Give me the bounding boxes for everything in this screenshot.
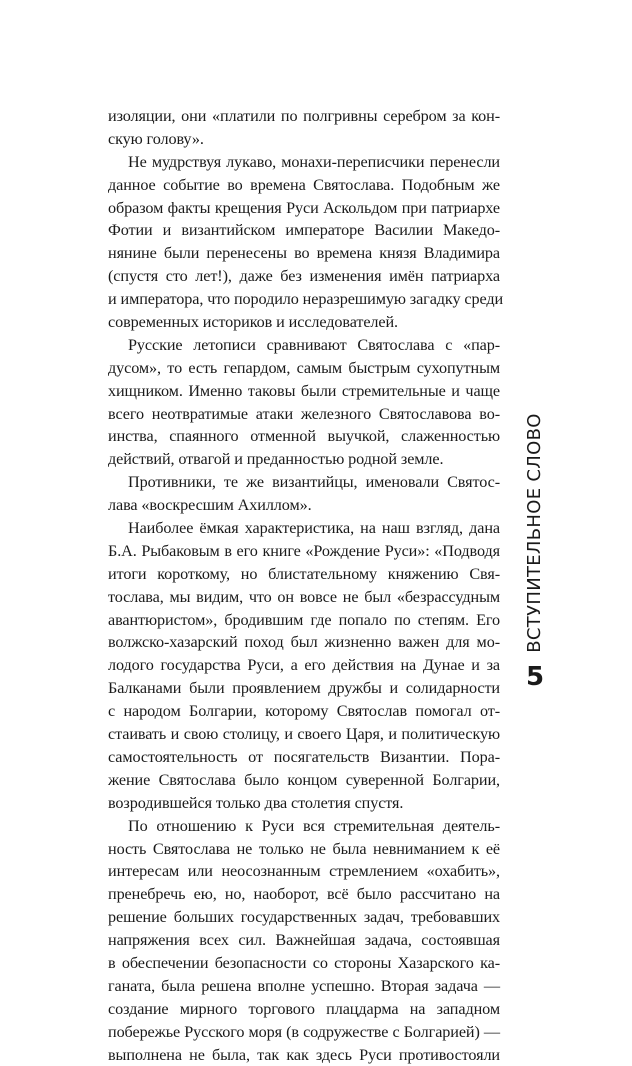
text-line: скую голову». (108, 129, 204, 148)
text-line: создание мирного торгового плацдарма на западном (108, 999, 500, 1018)
text-line: интересам или неосознанным стремлением «охабить», (108, 862, 500, 881)
text-line: напряжения всех сил. Важнейшая задача, состоявшая (108, 931, 500, 950)
text-line: Б.А. Рыбаковым в его книге «Рождение Руси»: «Подводя (108, 541, 500, 560)
text-line: Балканами были проявлением дружбы и солидарности (108, 679, 500, 698)
text-line: Наиболее ёмкая характеристика, на наш взгляд, дана (128, 519, 500, 538)
text-line: возродившейся только два столетия спустя. (108, 793, 404, 812)
text-line: ганата, была решена вполне успешно. Вторая задача — (108, 976, 500, 995)
text-line: современных историков и исследователей. (108, 313, 399, 332)
text-line: образом факты крещения Руси Аскольдом при патриархе (108, 198, 500, 217)
text-line: в обеспечении безопасности со стороны Хазарского ка- (108, 953, 500, 972)
text-line: побережье Русского моря (в содружестве с Болгарией) — (108, 1022, 500, 1041)
text-line: Фотии и византийском императоре Василии Македо- (108, 221, 500, 240)
text-line: Русские летописи сравнивают Святослава с «пар- (128, 335, 500, 354)
text-line: авантюристом», бродившим где попало по степям. Его (108, 610, 500, 629)
page-body (108, 105, 504, 1066)
text-line: лава «воскресшим Ахиллом». (108, 496, 312, 515)
running-head-text: ВСТУПИТЕЛЬНОЕ СЛОВО (524, 413, 545, 653)
text-line: По отношению к Руси вся стремительная деятель- (128, 816, 500, 835)
text-line: итоги короткому, но блистательному княжению Свя- (108, 564, 500, 583)
text-line: (спустя сто лет!), даже без изменения имён патриарха (108, 267, 500, 286)
text-line: ность Святослава не только не была невниманием к её (108, 839, 500, 858)
text-line: самостоятельность от посягательств Византии. Пора- (108, 747, 500, 766)
text-line: изоляции, они «платили по полгривны серебром за кон- (108, 107, 500, 125)
text-line: стаивать и свою столицу, и своего Царя, и политическую (108, 725, 500, 744)
text-line: и императора, что породило неразрешимую загадку среди (108, 290, 504, 309)
text-line: Противники, те же византийцы, именовали Святос- (128, 473, 500, 492)
text-line: данное событие во времена Святослава. Подобным же (108, 175, 500, 194)
text-line: дусом», то есть гепардом, самым быстрым сухопутным (108, 358, 500, 377)
text-line: нянине были перенесены во времена князя Владимира (108, 244, 500, 263)
text-line: пренебречь ею, но, наоборот, всё было рассчитано на (108, 885, 500, 904)
text-line: жение Святослава было концом суверенной Болгарии, (108, 770, 500, 789)
text-line: волжско-хазарский поход был жизненно важен для мо- (108, 633, 500, 652)
text-line: хищником. Именно таковы были стремительные и чаще (108, 381, 500, 400)
page-number: 5 (525, 662, 545, 692)
text-line: тослава, мы видим, что он вовсе не был «безрассудным (108, 587, 500, 606)
text-line: лодого государства Руси, а его действия на Дунае и за (108, 656, 500, 675)
text-line: решение больших государственных задач, требовавших (108, 908, 500, 927)
text-line: с народом Болгарии, которому Святослав помогал от- (108, 702, 500, 721)
text-line: Не мудрствуя лукаво, монахи-переписчики перенесли (128, 152, 500, 171)
running-head (515, 408, 555, 658)
text-line: всего неотвратимые атаки железного Святославова во- (108, 404, 500, 423)
text-line: выполнена не была, так как здесь Руси противостояли (108, 1045, 500, 1064)
text-line: инства, спаянного отменной выучкой, слаженностью (108, 427, 500, 446)
text-line: действий, отвагой и преданностью родной земле. (108, 450, 444, 469)
